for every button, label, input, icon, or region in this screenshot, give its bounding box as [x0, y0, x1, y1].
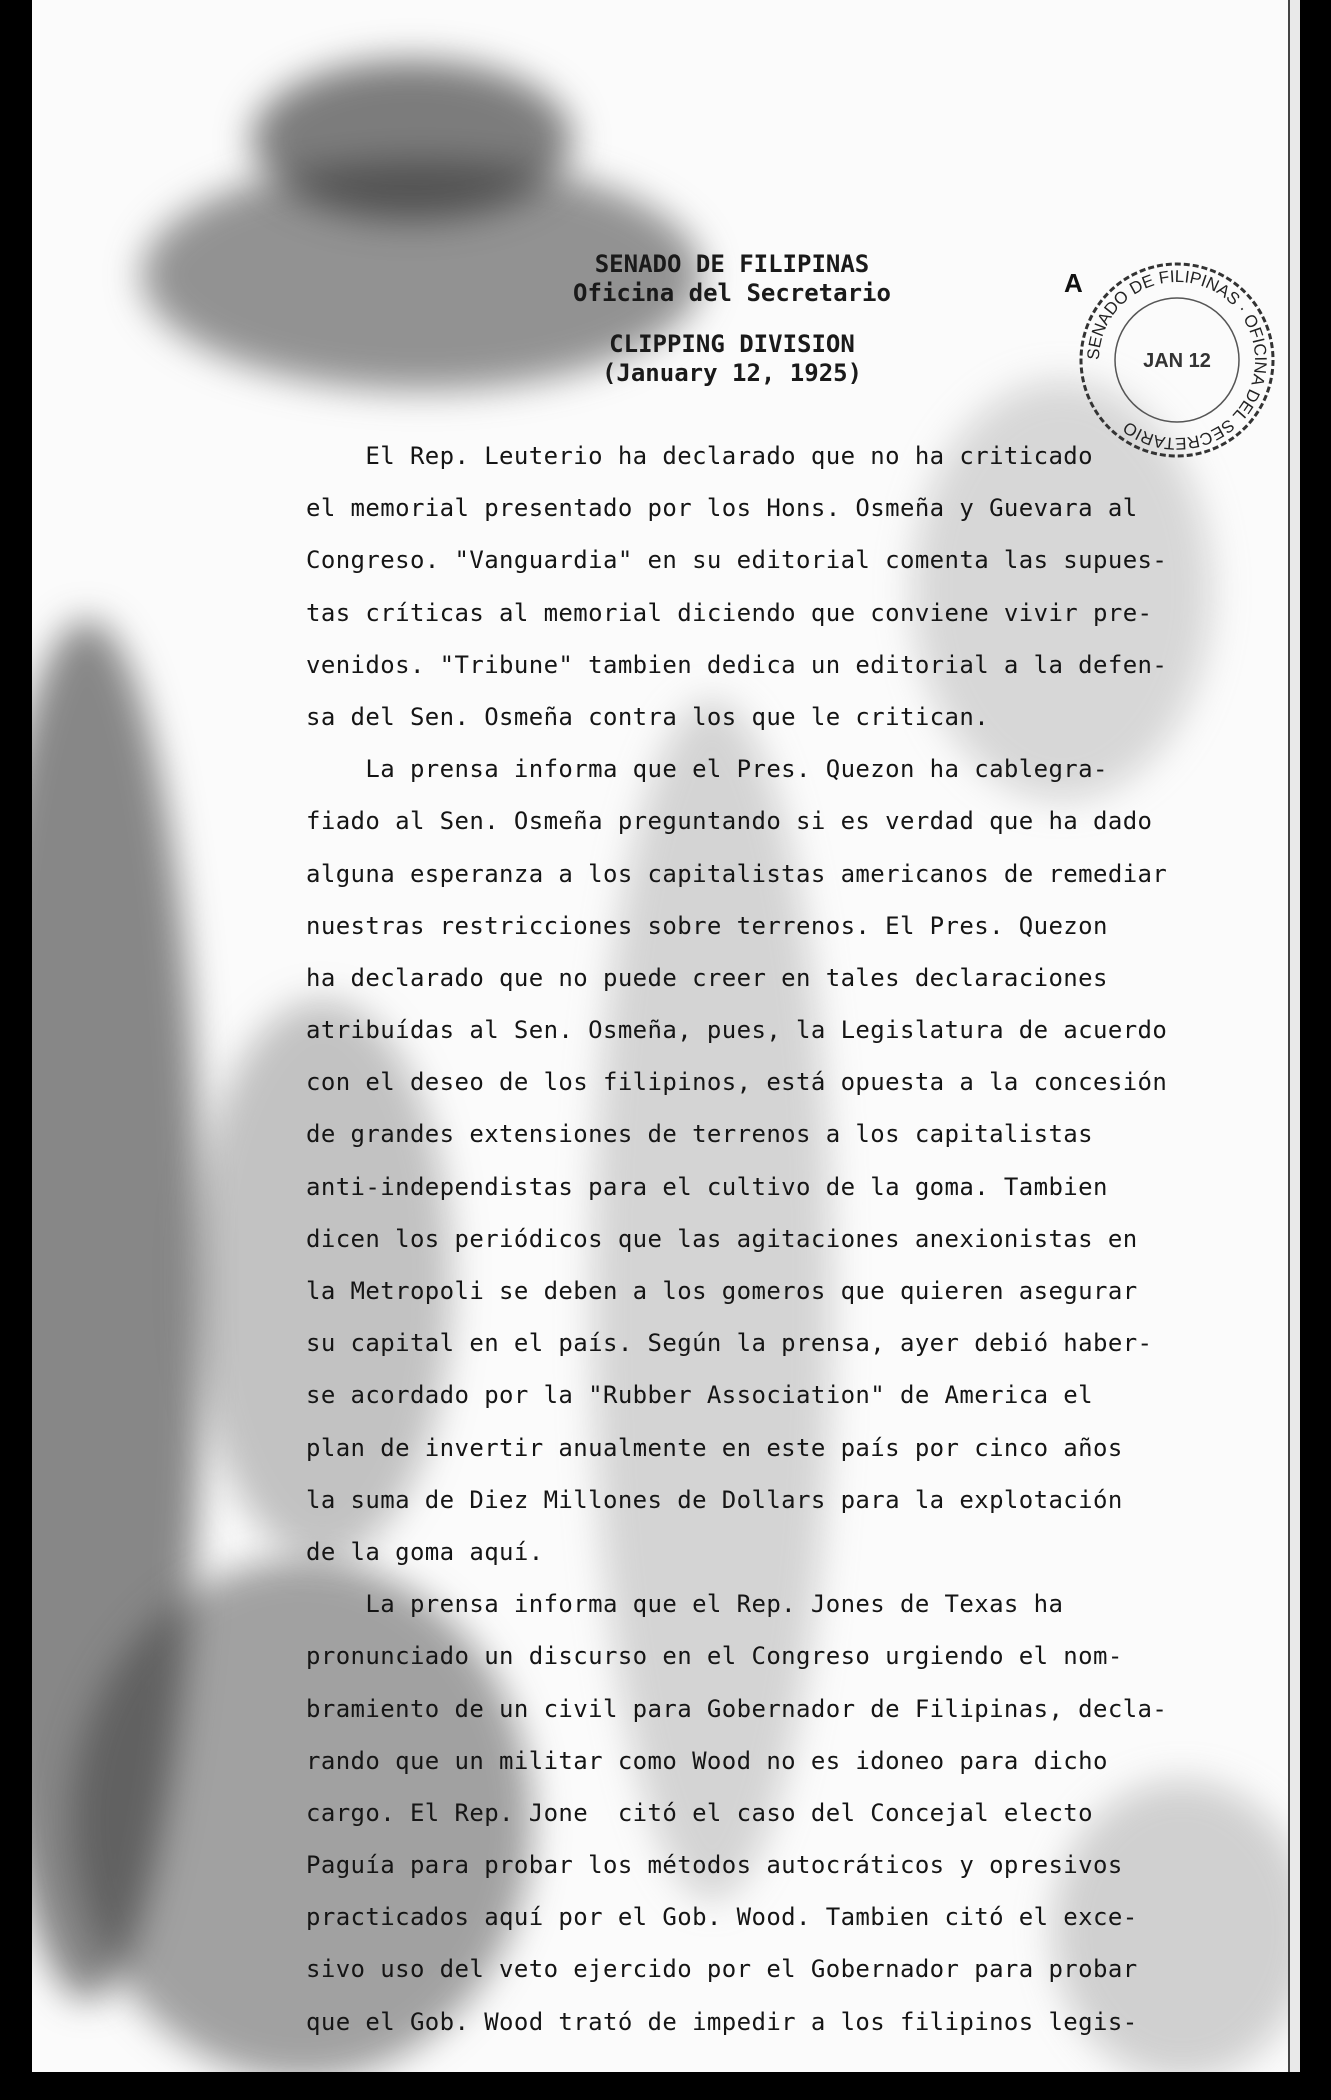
text-line: atribuídas al Sen. Osmeña, pues, la Legislatura de acuerdo [306, 1016, 1168, 1045]
stamp-date: JAN 12 [1143, 350, 1211, 372]
text-line: sivo uso del veto ejercido por el Gobernador para probar [306, 1955, 1138, 1984]
marker-letter: A [1064, 268, 1083, 298]
text-line: nuestras restricciones sobre terrenos. El Pres. Quezon [306, 911, 1108, 940]
header-line-division: CLIPPING DIVISION [609, 330, 855, 358]
text-line: pronunciado un discurso en el Congreso urgiendo el nom- [306, 1642, 1123, 1671]
text-line: fiado al Sen. Osmeña preguntando si es verdad que ha dado [306, 807, 1153, 836]
text-line: el memorial presentado por los Hons. Osmeña y Guevara al [306, 494, 1138, 523]
text-line: bramiento de un civil para Gobernador de Filipinas, decla- [306, 1694, 1168, 1723]
header-line-date: (January 12, 1925) [601, 359, 863, 387]
text-line: se acordado por la "Rubber Association" de America el [306, 1381, 1094, 1410]
stamp-text: SENADO DE FILIPINAS · OFICINA DEL SECRETARIO [1083, 266, 1271, 454]
text-line: la suma de Diez Millones de Dollars para la explotación [306, 1485, 1123, 1514]
text-line: que el Gob. Wood trató de impedir a los filipinos legis- [306, 2007, 1138, 2036]
document-body [306, 430, 1266, 2048]
text-line: Paguía para probar los métodos autocráticos y opresivos [306, 1851, 1123, 1880]
text-line: dicen los periódicos que las agitaciones anexionistas en [306, 1224, 1138, 1253]
document-page [32, 0, 1300, 2072]
water-stain [252, 60, 572, 220]
text-line: La prensa informa que el Pres. Quezon ha cablegra- [306, 755, 1108, 784]
text-line: ha declarado que no puede creer en tales declaraciones [306, 963, 1108, 992]
text-line: plan de invertir anualmente en este país por cinco años [306, 1433, 1123, 1462]
text-line: venidos. "Tribune" tambien dedica un editorial a la defen- [306, 650, 1168, 679]
paragraph [306, 1578, 1266, 2048]
page-edge [1288, 0, 1300, 2072]
text-line: La prensa informa que el Rep. Jones de Texas ha [306, 1590, 1064, 1619]
text-line: rando que un militar como Wood no es idoneo para dicho [306, 1746, 1108, 1775]
text-line: anti-independistas para el cultivo de la goma. Tambien [306, 1172, 1108, 1201]
document-header [532, 250, 932, 388]
text-line: alguna esperanza a los capitalistas americanos de remediar [306, 859, 1168, 888]
text-line: su capital en el país. Según la prensa, ayer debió haber- [306, 1329, 1153, 1358]
text-line: con el deseo de los filipinos, está opuesta a la concesión [306, 1068, 1168, 1097]
text-line: la Metropoli se deben a los gomeros que quieren asegurar [306, 1277, 1138, 1305]
text-line: cargo. El Rep. Jone citó el caso del Concejal electo [306, 1798, 1094, 1827]
paragraph [306, 743, 1266, 1578]
header-line-office: Oficina del Secretario [573, 279, 891, 307]
text-line: practicados aquí por el Gob. Wood. Tambien citó el exce- [306, 1903, 1138, 1932]
header-line-senate: SENADO DE FILIPINAS [594, 250, 870, 278]
text-line: de grandes extensiones de terrenos a los capitalistas [306, 1120, 1094, 1149]
text-line: El Rep. Leuterio ha declarado que no ha criticado [306, 442, 1094, 470]
text-line: de la goma aquí. [306, 1537, 544, 1566]
text-line: tas críticas al memorial diciendo que conviene vivir pre- [306, 598, 1153, 627]
paragraph [306, 430, 1266, 743]
text-line: Congreso. "Vanguardia" en su editorial comenta las supues- [306, 546, 1168, 575]
text-line: sa del Sen. Osmeña contra los que le critican. [306, 702, 990, 731]
